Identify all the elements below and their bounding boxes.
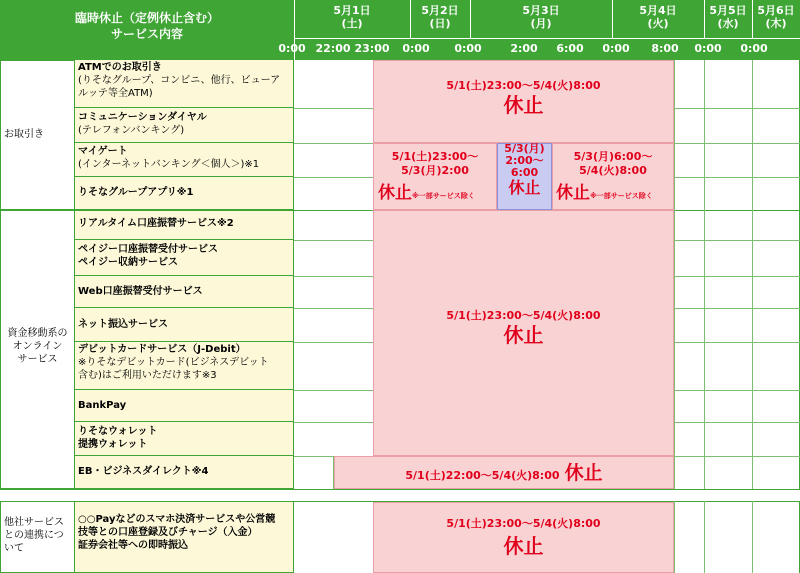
outage-block-3-label: 休止	[503, 534, 544, 558]
category-torihiki-label: お取引き	[4, 129, 44, 140]
service-other	[75, 501, 294, 573]
outage-block-3	[373, 502, 674, 573]
service-wallet-name2: 提携ウォレット	[78, 439, 148, 450]
date-may5-date: 5月5日	[709, 4, 747, 17]
category-shikin-line1: 資金移動系の	[7, 328, 68, 339]
outage-eb-range: 5/1(土)22:00～5/4(火)8:00	[405, 469, 560, 482]
outage-mygate-b-line1: 5/3(月)	[504, 142, 545, 155]
date-may5-dow: (水)	[717, 17, 739, 30]
header-title-line1: 臨時休止（定例休止含む）	[74, 11, 219, 25]
service-mygate-name: マイゲート	[78, 146, 128, 157]
date-may3	[470, 4, 612, 30]
service-other-line1: ○○Payなどのスマホ決済サービスや公営競	[78, 514, 276, 525]
outage-block-1-label: 休止	[503, 93, 544, 117]
service-realtime-name: リアルタイム口座振替サービス※2	[78, 218, 234, 229]
outage-eb	[334, 456, 674, 489]
category-shikin-line2: オンライン	[12, 341, 63, 352]
outage-mygate-b-label: 休止	[508, 178, 541, 197]
service-mygate-sub1: (インターネットバンキング＜個人＞)※1	[78, 159, 260, 170]
outage-mygate-a-note: ※一部サービス除く	[412, 192, 475, 200]
outage-block-2	[373, 210, 674, 456]
category-tasha-line3: いて	[4, 543, 24, 554]
service-bankpay	[75, 390, 294, 422]
date-may2-date: 5月2日	[421, 4, 459, 17]
service-easy	[75, 240, 294, 276]
date-may1-dow: (土)	[341, 17, 363, 30]
service-atm-name: ATMでのお取引き	[78, 62, 162, 73]
service-atm-sub2: ルッテ等全ATM)	[78, 88, 153, 99]
category-torihiki	[0, 60, 75, 210]
service-netfuri-name: ネット振込サービス	[78, 319, 168, 330]
outage-mygate-b-line2: 2:00～	[505, 154, 544, 167]
date-may1	[294, 4, 410, 30]
date-may4-date: 5月4日	[639, 4, 677, 17]
outage-block-2-label: 休止	[503, 323, 544, 347]
category-shikin	[0, 210, 75, 489]
service-app-name: りそなグループアプリ※1	[78, 187, 194, 198]
outage-mygate-a-line1: 5/1(土)23:00～	[391, 150, 479, 163]
time-label: 0:00	[694, 42, 722, 55]
service-atm	[75, 60, 294, 108]
time-label: 0:00	[740, 42, 768, 55]
service-web	[75, 276, 294, 308]
outage-mygate-b	[497, 143, 552, 210]
time-label: 0:00	[278, 42, 306, 55]
outage-mygate-a	[373, 143, 497, 210]
date-may2-dow: (日)	[429, 17, 451, 30]
service-web-name: Web口座振替受付サービス	[78, 286, 203, 297]
outage-block-1-range: 5/1(土)23:00～5/4(火)8:00	[446, 79, 601, 92]
date-may5	[704, 4, 752, 30]
outage-mygate-b-line3: 6:00	[510, 166, 539, 179]
time-label: 22:00	[315, 42, 351, 55]
header-title	[0, 10, 294, 42]
service-app	[75, 177, 294, 210]
time-label: 0:00	[454, 42, 482, 55]
service-debit-sub1: ※りそなデビットカード(ビジネスデビット	[78, 357, 269, 368]
date-may4-dow: (火)	[647, 17, 669, 30]
outage-block-1	[373, 60, 674, 143]
outage-mygate-a-label: 休止	[378, 183, 412, 203]
service-atm-sub1: (りそなグループ、コンビニ、他行、ビューア	[78, 75, 281, 86]
category-tasha	[0, 501, 75, 573]
category-tasha-line1: 他社サービス	[4, 517, 64, 528]
category-tasha-line2: との連携につ	[4, 530, 64, 541]
service-netfuri	[75, 308, 294, 342]
service-realtime	[75, 210, 294, 240]
outage-mygate-a-line2: 5/3(月)2:00	[401, 164, 469, 177]
outage-block-3-range: 5/1(土)23:00～5/4(火)8:00	[446, 517, 601, 530]
time-label: 8:00	[651, 42, 679, 55]
outage-mygate-c	[552, 143, 674, 210]
date-may1-date: 5月1日	[333, 4, 371, 17]
date-may2	[410, 4, 470, 30]
service-bankpay-name: BankPay	[78, 400, 127, 411]
header-title-line2: サービス内容	[110, 27, 183, 41]
service-comm	[75, 108, 294, 143]
service-wallet	[75, 422, 294, 456]
time-label: 6:00	[556, 42, 584, 55]
outage-block-2-range: 5/1(土)23:00～5/4(火)8:00	[446, 309, 601, 322]
date-may6-date: 5月6日	[757, 4, 795, 17]
service-debit	[75, 342, 294, 390]
service-comm-name: コミュニケーションダイヤル	[78, 112, 207, 123]
outage-mygate-c-label: 休止	[556, 183, 590, 203]
service-easy-name2: ペイジー収納サービス	[78, 257, 178, 268]
service-easy-name: ペイジー口座振替受付サービス	[78, 244, 218, 255]
date-may4	[612, 4, 704, 30]
service-debit-name: デビットカードサービス（J-Debit）	[78, 344, 246, 355]
outage-mygate-c-line1: 5/3(月)6:00～	[573, 150, 653, 163]
time-label: 0:00	[402, 42, 430, 55]
date-may3-date: 5月3日	[522, 4, 560, 17]
date-may3-dow: (月)	[530, 17, 552, 30]
service-mygate	[75, 143, 294, 177]
date-may6-dow: (木)	[765, 17, 787, 30]
time-label: 2:00	[510, 42, 538, 55]
service-debit-sub2: 含む)はご利用いただけます※3	[78, 370, 217, 381]
category-shikin-line3: サービス	[17, 354, 58, 365]
service-comm-sub1: (テレフォンバンキング)	[78, 125, 185, 136]
outage-mygate-c-line2: 5/4(火)8:00	[579, 164, 647, 177]
service-eb-name: EB・ビジネスダイレクト※4	[78, 466, 209, 477]
time-label: 0:00	[602, 42, 630, 55]
service-eb	[75, 456, 294, 489]
service-other-line3: 証券会社等への即時振込	[78, 540, 188, 551]
time-label: 23:00	[354, 42, 390, 55]
date-may6	[752, 4, 800, 30]
outage-eb-label: 休止	[564, 462, 603, 484]
service-wallet-name: りそなウォレット	[78, 426, 158, 437]
outage-mygate-c-note: ※一部サービス除く	[590, 192, 653, 200]
service-other-line2: 技等との口座登録及びチャージ（入金）	[78, 527, 258, 538]
